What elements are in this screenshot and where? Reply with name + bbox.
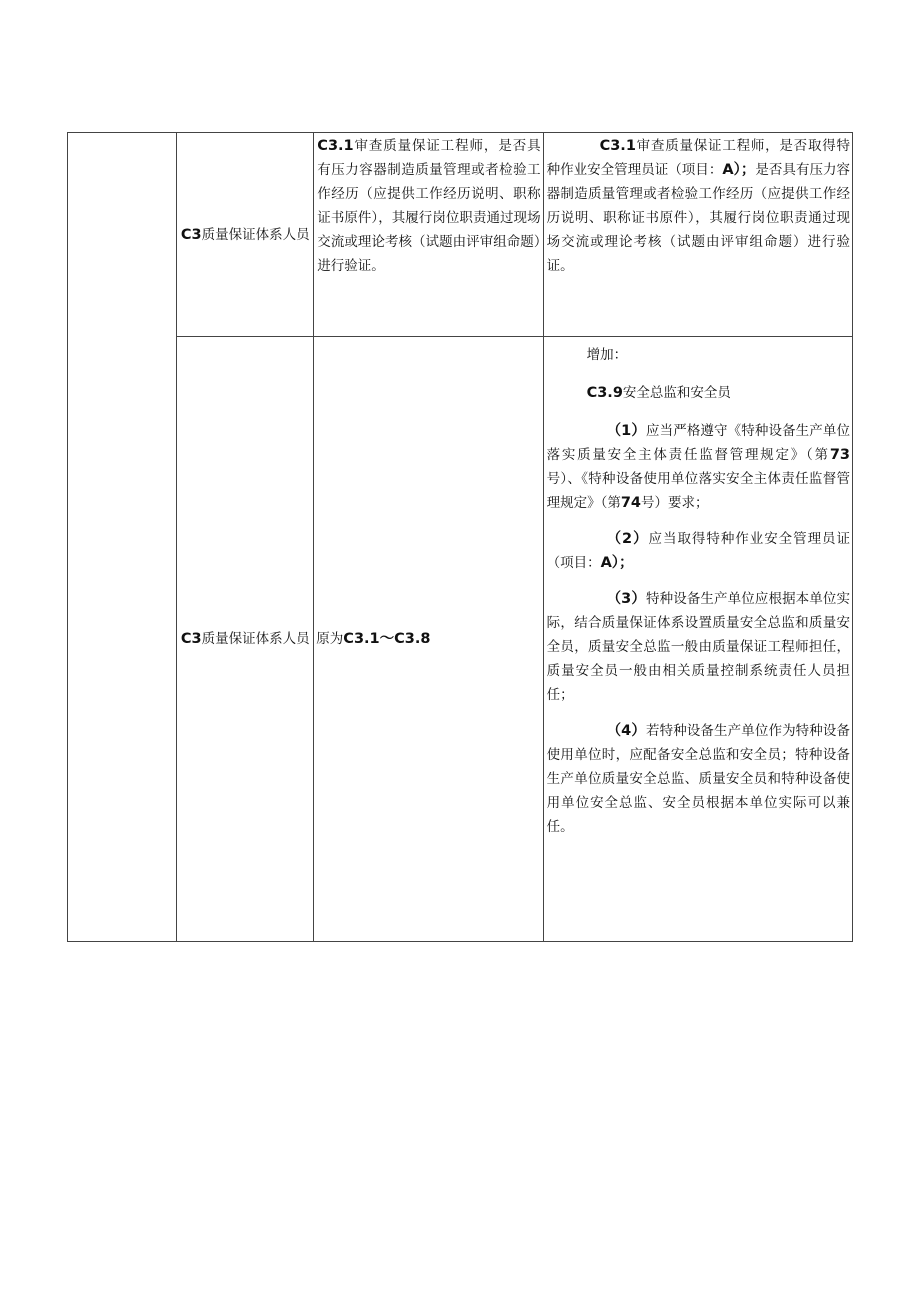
clause-code: C3.9: [586, 385, 623, 401]
item-text: 应当取得特种作业安全管理员证（项目：: [546, 531, 851, 571]
clause-code: C3.1: [317, 138, 354, 154]
regulation-number: 74: [620, 495, 642, 511]
item-text: 若特种设备生产单位作为特种设备使用单位时，应配备安全总监和安全员；特种设备生产单位质量安全总监、质量安全员和特种设备使用单位安全总监、安全员根据本单位实际可以兼任。: [546, 723, 851, 835]
original-clause-cell: [314, 337, 543, 942]
project-code: A）；: [600, 555, 634, 571]
revised-clause-cell: [543, 337, 852, 942]
added-heading: [547, 381, 850, 405]
item-text: 应当严格遵守《特种设备生产单位落实质量安全主体责任监督管理规定》（第: [546, 423, 851, 463]
item-text: 特种设备生产单位应根据本单位实际，结合质量保证体系设置质量安全总监和质量安全员，质量安全总监一般由质量保证工程师担任，质量安全员一般由相关质量控制系统责任人员担任；: [546, 591, 851, 703]
clause-title: 安全总监和安全员: [622, 385, 731, 401]
original-prefix: 原为: [316, 631, 344, 647]
item-number: （3）: [606, 591, 646, 607]
project-code: A）；: [722, 162, 756, 178]
requirements-table: [67, 132, 853, 942]
list-item: [547, 527, 850, 575]
list-item: [547, 587, 850, 707]
original-clause-cell: [314, 133, 543, 337]
original-range: C3.1～C3.8: [343, 631, 431, 647]
category-cell: [177, 337, 314, 942]
revised-clause-cell: [543, 133, 852, 337]
item-number: （4）: [606, 723, 646, 739]
item-text: 号）、《特种设备使用单位落实安全主体责任监督管理规定》（第: [546, 471, 850, 511]
clause-text: 审查质量保证工程师，是否取得特种作业安全管理员证（项目：: [546, 138, 850, 178]
clause-text: 审查质量保证工程师，是否具有压力容器制造质量管理或者检验工作经历（应提供工作经历说明、职称证书原件），其履行岗位职责通过现场交流或理论考核（试题由评审组命题）进行验证。: [317, 138, 541, 274]
empty-cell: [68, 133, 177, 942]
table-row: [68, 337, 853, 942]
category-code: C3: [180, 226, 202, 243]
category-cell: [177, 133, 314, 337]
clause-text: 是否具有压力容器制造质量管理或者检验工作经历（应提供工作经历说明、职称证书原件），其履行岗位职责通过现场交流或理论考核（试题由评审组命题）进行验证。: [546, 162, 850, 274]
table-row: [68, 133, 853, 337]
list-item: [547, 719, 850, 839]
item-text: 号）要求；: [641, 495, 709, 511]
category-text: 质量保证体系人员: [201, 226, 310, 243]
added-label: 增加：: [586, 347, 628, 363]
clause-code: C3.1: [599, 138, 636, 154]
regulation-number: 73: [829, 447, 850, 463]
item-number: （2）: [606, 531, 649, 547]
category-text: 质量保证体系人员: [201, 631, 310, 647]
list-item: [547, 419, 850, 515]
category-code: C3: [180, 631, 202, 647]
item-number: （1）: [606, 423, 646, 439]
